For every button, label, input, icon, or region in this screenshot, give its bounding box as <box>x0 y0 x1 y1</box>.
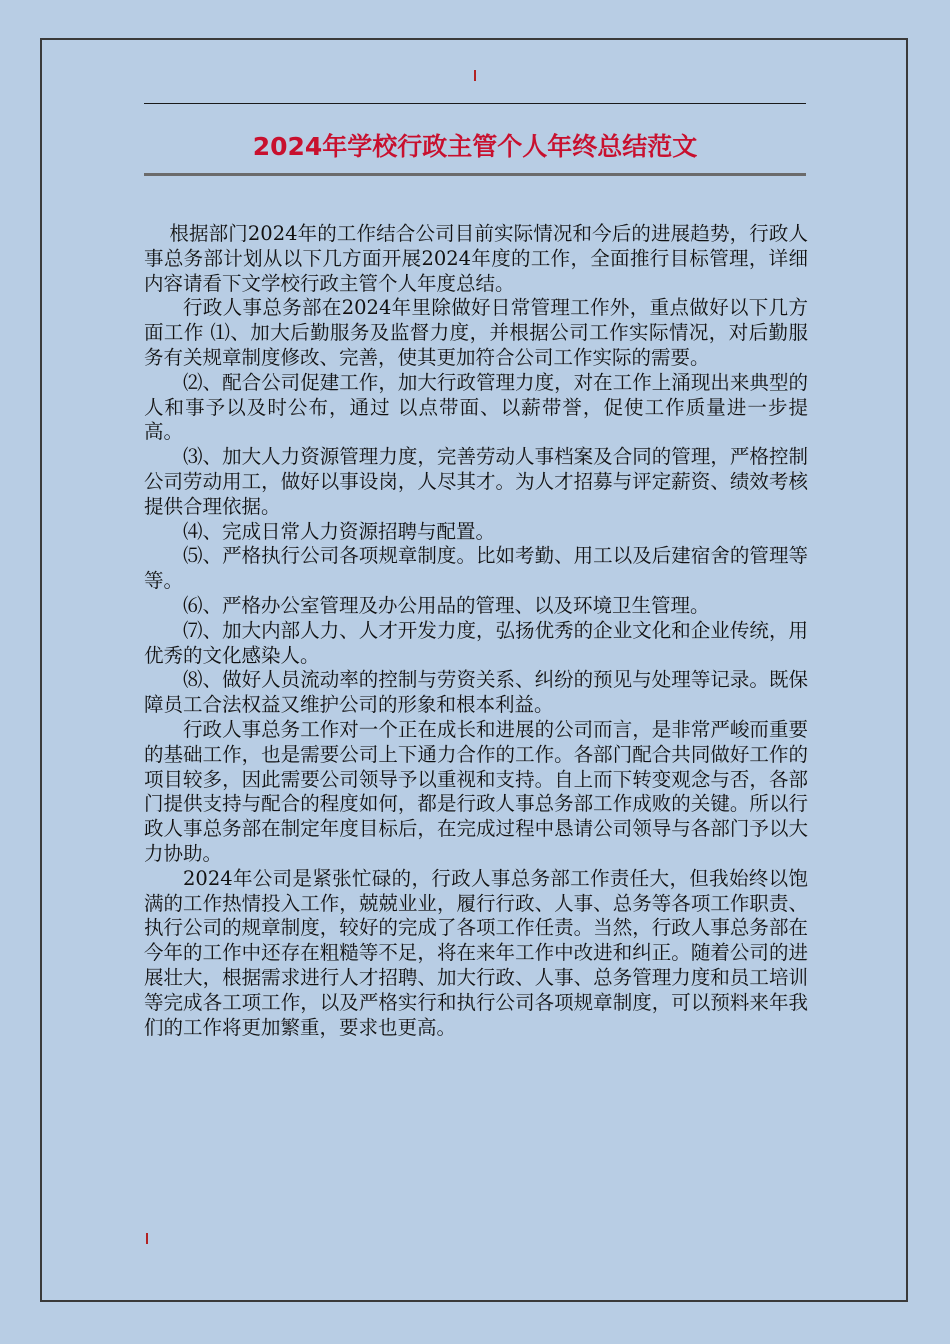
document-title: 2024年学校行政主管个人年终总结范文 <box>252 132 698 161</box>
paragraph: ⑸、严格执行公司各项规章制度。比如考勤、用工以及后建宿舍的管理等等。 <box>144 544 808 593</box>
paragraph: ⑺、加大内部人力、人才开发力度，弘扬优秀的企业文化和企业传统，用优秀的文化感染人。 <box>144 618 808 667</box>
paragraph: ⑹、严格办公室管理及办公用品的管理、以及环境卫生管理。 <box>183 593 710 617</box>
header-rule <box>144 103 806 104</box>
paragraph: ⑵、配合公司促建工作，加大行政管理力度，对在工作上涌现出来典型的人和事予以及时公布，通过 以点带面、以薪带誉，促使工作质量进一步提高。 <box>144 370 808 444</box>
paragraph: 根据部门2024年的工作结合公司目前实际情况和今后的进展趋势，行政人事总务部计划从以下几方面开展2024年度的工作，全面推行目标管理，详细内容请看下文学校行政主管个人年度总结。 <box>144 222 808 295</box>
header-cursor-mark <box>474 70 476 81</box>
paragraph: ⑶、加大人力资源管理力度，完善劳动人事档案及合同的管理，严格控制公司劳动用工，做好以事设岗，人尽其才。为人才招募与评定薪资、绩效考核提供合理依据。 <box>144 445 808 518</box>
title-underline <box>144 173 806 176</box>
paragraph: ⑻、做好人员流动率的控制与劳资关系、纠纷的预见与处理等记录。既保障员工合法权益又维护公司的形象和根本利益。 <box>144 668 808 717</box>
paragraph: ⑷、完成日常人力资源招聘与配置。 <box>183 519 496 543</box>
paragraph: 行政人事总务工作对一个正在成长和进展的公司而言，是非常严峻而重要的基础工作，也是需要公司上下通力合作的工作。各部门配合共同做好工作的项目较多，因此需要公司领导予以重视和支持。自上而下转变观念与否，各部门提供支持与配合的程度如何，都是行政人事总务部工作成败的关键。所以行政人事总务部在制定年度目标后，在完成过程中恳请公司领导与各部门予以大力协助。 <box>144 717 808 865</box>
paragraph: 2024年公司是紧张忙碌的，行政人事总务部工作责任大，但我始终以饱满的工作热情投入工作，兢兢业业，履行行政、人事、总务等各项工作职责、执行公司的规章制度，较好的完成了各项工作任责。当然，行政人事总务部在今年的工作中还存在粗糙等不足，将在来年工作中改进和纠正。随着公司的进展壮大，根据需求进行人才招聘、加大行政、人事、总务管理力度和员工培训等完成各工项工作，以及严格实行和执行公司各项规章制度，可以预料来年我们的工作将更加繁重，要求也更高。 <box>144 866 808 1039</box>
document-body <box>144 222 808 1040</box>
paragraph: 行政人事总务部在2024年里除做好日常管理工作外，重点做好以下几方面工作 ⑴、加大后勤服务及监督力度，并根据公司工作实际情况，对后勤服务有关规章制度修改、完善，使其更加符合公司工作实际的需要。 <box>144 296 808 369</box>
footer-cursor-mark <box>146 1233 148 1244</box>
